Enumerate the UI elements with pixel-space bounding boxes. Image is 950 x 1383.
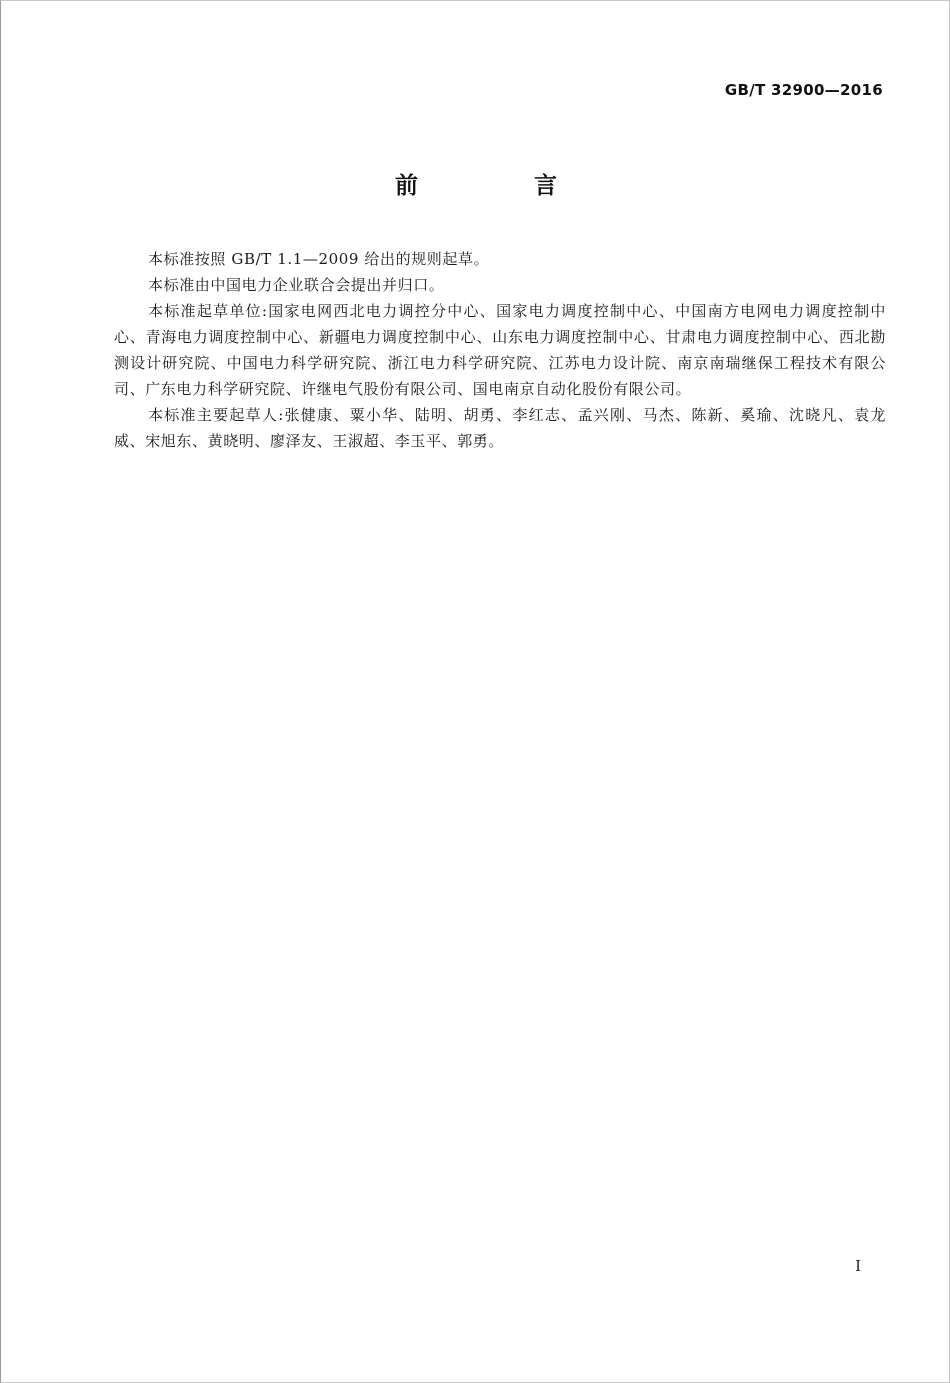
page-number: I xyxy=(855,1257,861,1275)
paragraph-proposer: 本标准由中国电力企业联合会提出并归口。 xyxy=(148,276,445,294)
foreword-body xyxy=(114,246,886,454)
page-title: 前 言 xyxy=(394,173,611,199)
paragraph-drafting-rules: 本标准按照 GB/T 1.1—2009 给出的规则起草。 xyxy=(148,250,490,268)
paragraph-drafting-units: 本标准起草单位:国家电网西北电力调控分中心、国家电力调度控制中心、中国南方电网电力调度控制中心、青海电力调度控制中心、新疆电力调度控制中心、山东电力调度控制中心、甘肃电力调度控制中心、西北勘测设计研究院、中国电力科学研究院、浙江电力科学研究院、江苏电力设计院、南京南瑞继保工程技术有限公司、广东电力科学研究院、许继电气股份有限公司、国电南京自动化股份有限公司。 xyxy=(114,302,886,398)
paragraph-drafters: 本标准主要起草人:张健康、粟小华、陆明、胡勇、李红志、孟兴刚、马杰、陈新、奚瑜、沈晓凡、袁龙威、宋旭东、黄晓明、廖泽友、王淑超、李玉平、郭勇。 xyxy=(114,406,886,450)
standard-code: GB/T 32900—2016 xyxy=(724,81,883,99)
